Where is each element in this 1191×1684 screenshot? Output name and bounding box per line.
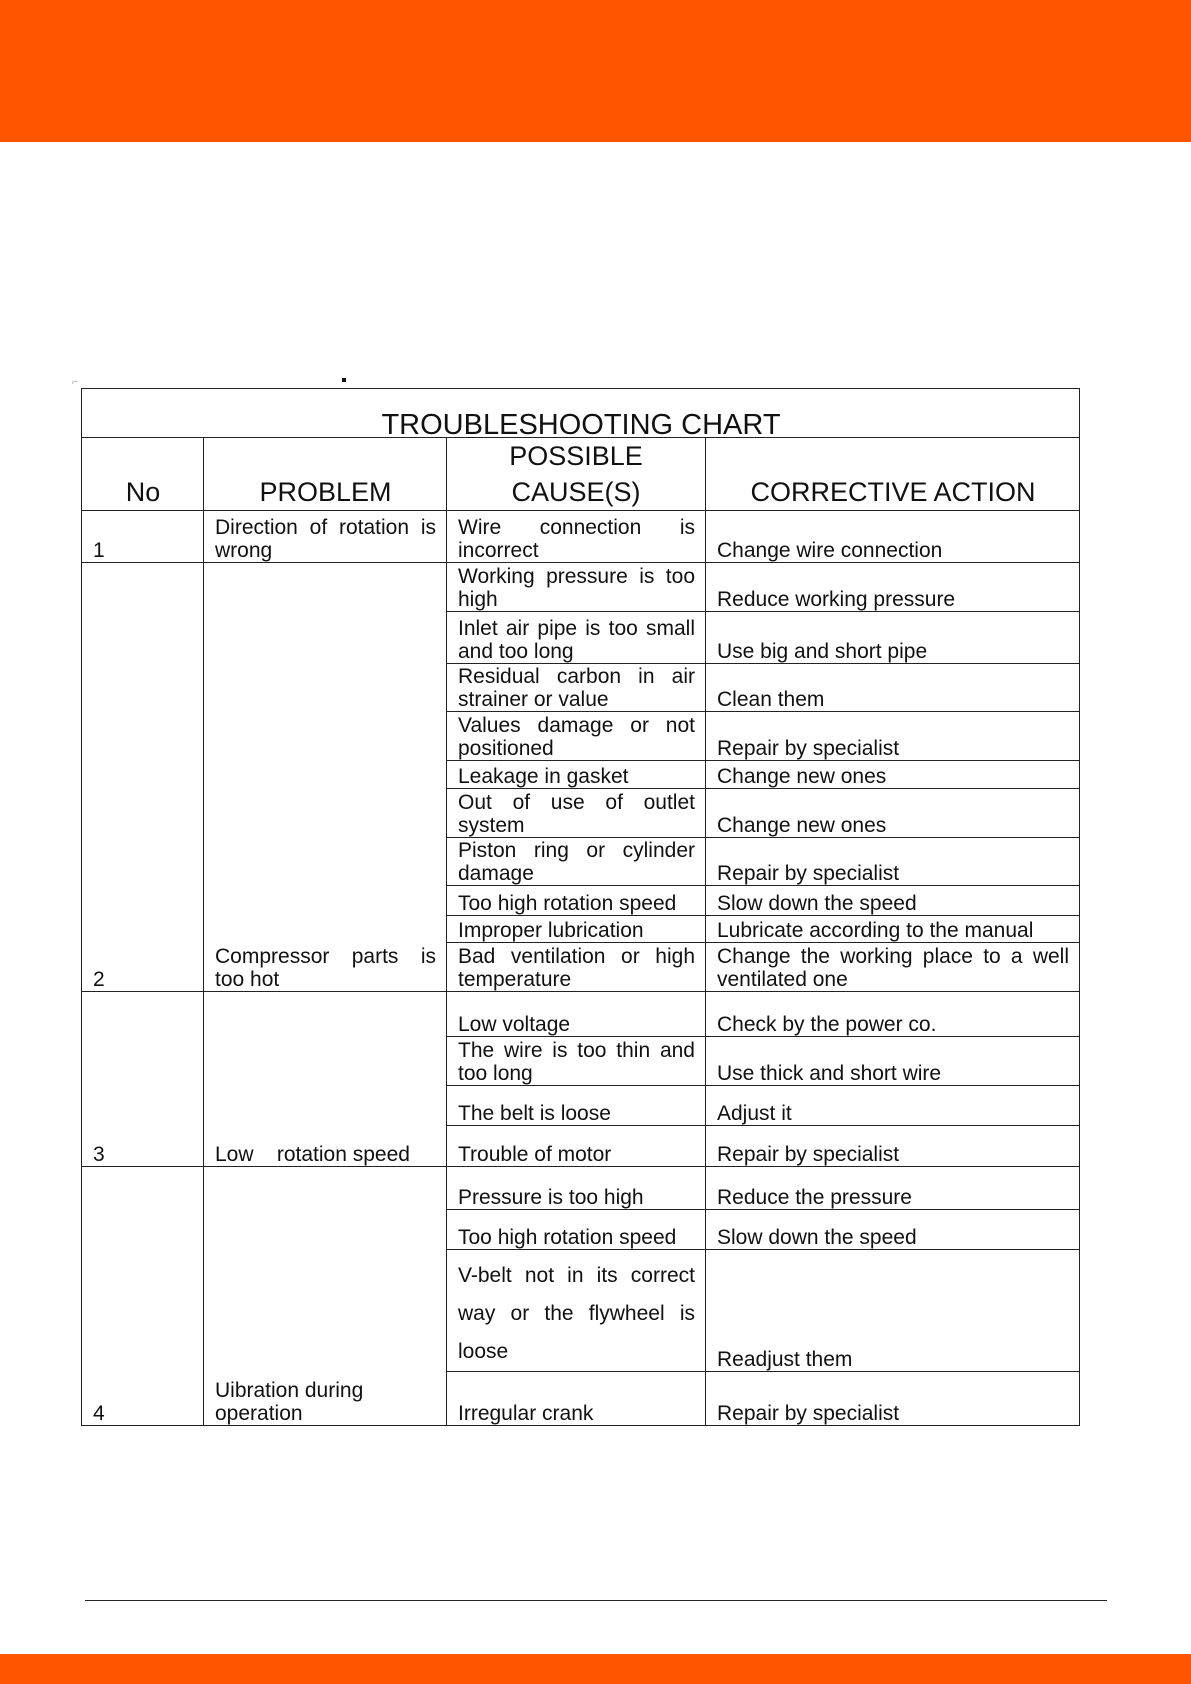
cause-text: Residual carbon in air strainer or value [447, 664, 706, 712]
problem-text: Direction of rotation is wrong [204, 511, 447, 563]
action-text: Repair by specialist [706, 1372, 1080, 1426]
action-text: Change wire connection [706, 511, 1080, 563]
cause-text: Values damage or not positioned [447, 712, 706, 761]
action-text: Lubricate according to the manual [706, 916, 1080, 943]
problem-number: 3 [82, 992, 204, 1167]
cause-text: The wire is too thin and too long [447, 1037, 706, 1086]
cause-text: Too high rotation speed [447, 886, 706, 916]
cause-text: Bad ventilation or high temperature [447, 943, 706, 992]
header-possible-causes: POSSIBLE CAUSE(S) [447, 438, 706, 511]
cause-text: Trouble of motor [447, 1126, 706, 1167]
action-text: Repair by specialist [706, 712, 1080, 761]
problem-number: 1 [82, 511, 204, 563]
problem-text: Compressor parts is too hot [204, 563, 447, 992]
footer-divider [85, 1600, 1107, 1601]
problem-text: Uibration during operation [204, 1167, 447, 1426]
header-color-band [0, 0, 1191, 142]
dot-mark [342, 378, 346, 382]
action-text: Reduce the pressure [706, 1167, 1080, 1210]
header-corrective-action: CORRECTIVE ACTION [706, 438, 1080, 511]
action-text: Slow down the speed [706, 1210, 1080, 1250]
header-no: No [82, 438, 204, 511]
cause-text: Piston ring or cylinder damage [447, 838, 706, 886]
table-row [82, 1167, 1080, 1210]
cause-text: Pressure is too high [447, 1167, 706, 1210]
cause-text: Leakage in gasket [447, 761, 706, 789]
corner-mark: ⌐ [72, 377, 78, 388]
table-row [82, 563, 1080, 612]
troubleshooting-table [81, 388, 1080, 1426]
table-title: TROUBLESHOOTING CHART [82, 389, 1080, 438]
cause-text: Irregular crank [447, 1372, 706, 1426]
action-text: Use thick and short wire [706, 1037, 1080, 1086]
action-text: Change new ones [706, 761, 1080, 789]
cause-text: Inlet air pipe is too small and too long [447, 612, 706, 664]
cause-text: Out of use of outlet system [447, 789, 706, 838]
action-text: Change the working place to a well ventilated one [706, 943, 1080, 992]
table-row [82, 992, 1080, 1037]
action-text: Clean them [706, 664, 1080, 712]
table-row [82, 511, 1080, 563]
action-text: Reduce working pressure [706, 563, 1080, 612]
action-text: Slow down the speed [706, 886, 1080, 916]
action-text: Adjust it [706, 1086, 1080, 1126]
action-text: Use big and short pipe [706, 612, 1080, 664]
action-text: Repair by specialist [706, 1126, 1080, 1167]
cause-text: V-belt not in its correct way or the flywheel is loose [447, 1250, 706, 1372]
action-text: Readjust them [706, 1250, 1080, 1372]
footer-color-band [0, 1654, 1191, 1684]
cause-text: Wire connection is incorrect [447, 511, 706, 563]
problem-text: Low rotation speed [204, 992, 447, 1167]
action-text: Change new ones [706, 789, 1080, 838]
cause-text: The belt is loose [447, 1086, 706, 1126]
action-text: Check by the power co. [706, 992, 1080, 1037]
action-text: Repair by specialist [706, 838, 1080, 886]
problem-number: 4 [82, 1167, 204, 1426]
cause-text: Low voltage [447, 992, 706, 1037]
header-problem: PROBLEM [204, 438, 447, 511]
cause-text: Too high rotation speed [447, 1210, 706, 1250]
cause-text: Improper lubrication [447, 916, 706, 943]
problem-number: 2 [82, 563, 204, 992]
cause-text: Working pressure is too high [447, 563, 706, 612]
